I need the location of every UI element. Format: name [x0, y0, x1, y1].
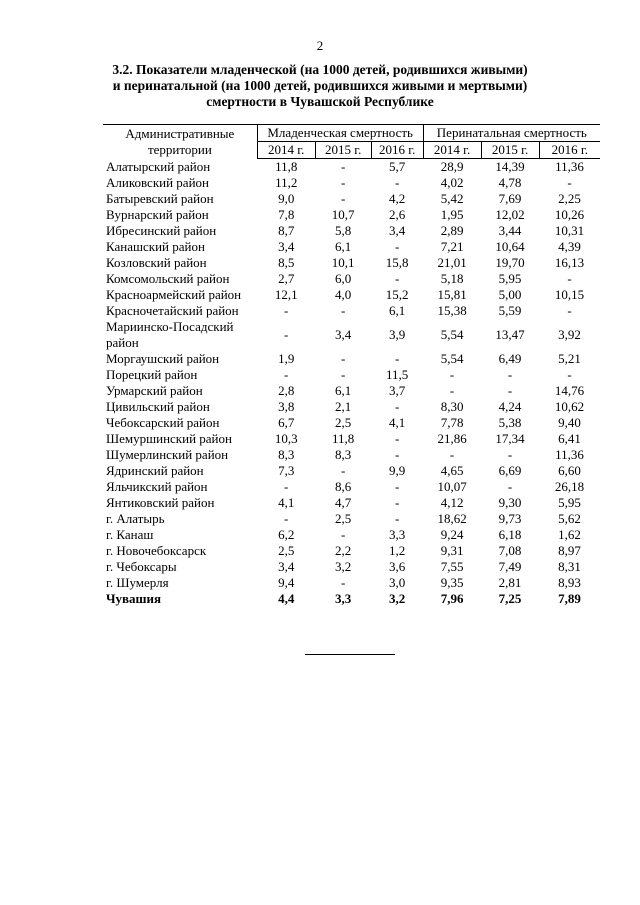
table-cell: 10,1 — [331, 255, 355, 270]
table-cell: - — [341, 575, 346, 590]
table-cell: 5,42 — [440, 191, 464, 206]
table-row — [103, 559, 600, 575]
table-cell: 8,3 — [278, 447, 295, 462]
table-row — [103, 239, 600, 255]
table-cell: 8,3 — [335, 447, 352, 462]
territory-name: Порецкий район — [106, 367, 198, 382]
table-cell: - — [567, 175, 572, 190]
table-cell: 6,18 — [498, 527, 522, 542]
territory-name: Моргаушский район — [106, 351, 220, 366]
table-cell: - — [394, 431, 400, 446]
table-cell: 3,8 — [278, 399, 295, 414]
table-cell: 5,59 — [498, 303, 522, 318]
table-row — [103, 527, 600, 543]
table-cell: 5,7 — [389, 159, 406, 174]
table-cell: 5,95 — [558, 495, 581, 510]
territory-name: Канашский район — [106, 239, 205, 254]
territory-name: Ибресинский район — [106, 223, 217, 238]
table-cell: - — [449, 383, 455, 398]
territory-name: Аликовский район — [106, 175, 209, 190]
territory-name: г. Канаш — [106, 527, 154, 542]
table-cell: - — [341, 527, 346, 542]
table-row — [103, 447, 600, 463]
footer-rule — [305, 654, 395, 655]
table-cell: 9,40 — [558, 415, 581, 430]
mortality-table — [103, 124, 600, 607]
table-cell: - — [341, 191, 346, 206]
table-cell: 2,8 — [278, 383, 295, 398]
table-cell: 7,96 — [440, 591, 464, 606]
table-cell: 9,35 — [440, 575, 464, 590]
table-cell: 3,92 — [558, 327, 581, 342]
table-row — [103, 543, 600, 559]
table-cell: 9,0 — [278, 191, 295, 206]
table-cell: - — [284, 511, 289, 526]
table-cell: - — [341, 463, 346, 478]
table-cell: - — [284, 367, 289, 382]
table-cell: - — [507, 383, 513, 398]
page-number: 2 — [316, 38, 324, 53]
table-cell: 7,69 — [498, 191, 522, 206]
table-cell: 7,3 — [278, 463, 295, 478]
territory-name: Янтиковский район — [106, 495, 215, 510]
territory-name: Шумерлинский район — [106, 447, 229, 462]
table-cell: 2,5 — [278, 543, 295, 558]
table-cell: 8,97 — [558, 543, 581, 558]
table-row — [103, 431, 600, 447]
title-line-2: и перинатальной (на 1000 детей, родившихся живыми и мертвыми) — [112, 78, 528, 93]
table-cell: 5,38 — [498, 415, 522, 430]
table-cell: 8,93 — [558, 575, 581, 590]
table-row — [103, 367, 600, 383]
table-row — [103, 463, 600, 479]
table-cell: 4,24 — [498, 399, 522, 414]
table-cell: 2,89 — [440, 223, 464, 238]
table-cell: 3,0 — [389, 575, 406, 590]
table-row — [103, 319, 600, 351]
table-cell: 7,55 — [440, 559, 464, 574]
territory-name: Чебоксарский район — [106, 415, 220, 430]
table-row — [103, 351, 600, 367]
table-cell: 4,12 — [440, 495, 464, 510]
table-row — [103, 495, 600, 511]
table-cell: 10,07 — [437, 479, 467, 494]
table-cell: 12,1 — [274, 287, 298, 302]
table-cell: 7,49 — [498, 559, 522, 574]
table-cell: 5,8 — [335, 223, 352, 238]
table-cell: - — [284, 327, 289, 342]
table-cell: - — [394, 447, 400, 462]
header-year: 2016 г. — [371, 142, 423, 159]
table-cell: 10,62 — [554, 399, 585, 414]
table-cell: 11,2 — [275, 175, 298, 190]
table-cell: - — [394, 511, 400, 526]
table-cell: 9,31 — [440, 543, 464, 558]
table-cell: 3,6 — [389, 559, 406, 574]
table-body — [103, 159, 600, 608]
table-cell: - — [341, 367, 346, 382]
table-cell: 2,5 — [335, 511, 352, 526]
table-cell: 2,5 — [335, 415, 352, 430]
table-cell: 9,4 — [278, 575, 295, 590]
table-cell: 3,4 — [389, 223, 406, 238]
table-row — [103, 255, 600, 271]
table-cell: 19,70 — [495, 255, 525, 270]
territory-name: Козловский район — [106, 255, 207, 270]
table-cell: 6,0 — [335, 271, 352, 286]
table-cell: 7,25 — [498, 591, 522, 606]
territory-name: Красноармейский район — [106, 287, 242, 302]
table-row — [103, 271, 600, 287]
table-cell: - — [394, 239, 400, 254]
territory-name: Чувашия — [106, 591, 162, 606]
table-cell: 21,01 — [437, 255, 467, 270]
table-cell: - — [284, 479, 289, 494]
table-cell: 5,62 — [558, 511, 581, 526]
table-cell: 6,60 — [558, 463, 581, 478]
table-cell: 11,36 — [555, 447, 584, 462]
territory-name: г. Новочебоксарск — [106, 543, 207, 558]
table-cell: 5,00 — [498, 287, 522, 302]
table-cell: 15,81 — [437, 287, 467, 302]
header-year: 2016 г. — [539, 142, 600, 159]
table-cell: 9,9 — [389, 463, 406, 478]
table-cell: 10,26 — [554, 207, 585, 222]
table-cell: - — [394, 271, 400, 286]
table-cell: 10,3 — [274, 431, 298, 446]
table-title — [100, 62, 540, 110]
table-cell: 6,1 — [335, 383, 352, 398]
table-cell: 26,18 — [554, 479, 585, 494]
table-cell: 14,39 — [495, 159, 525, 174]
table-cell: 4,0 — [335, 287, 352, 302]
table-cell: 3,3 — [335, 591, 352, 606]
territory-name: Урмарский район — [106, 383, 203, 398]
table-row — [103, 415, 600, 431]
table-row — [103, 575, 600, 591]
table-cell: 6,7 — [278, 415, 295, 430]
table-cell: - — [567, 271, 572, 286]
title-line-3: смертности в Чувашской Республике — [206, 94, 434, 109]
table-cell: - — [341, 303, 346, 318]
table-cell: - — [394, 351, 400, 366]
header-year: 2015 г. — [481, 142, 539, 159]
table-cell: 2,6 — [389, 207, 406, 222]
territory-name: Комсомольский район — [106, 271, 230, 286]
table-cell: 6,2 — [278, 527, 295, 542]
table-cell: 8,5 — [278, 255, 295, 270]
territory-name: Шемуршинский район — [106, 431, 232, 446]
table-cell: - — [394, 399, 400, 414]
table-cell: - — [394, 495, 400, 510]
table-cell: 7,08 — [498, 543, 522, 558]
table-cell: 4,02 — [440, 175, 464, 190]
table-cell: - — [449, 447, 455, 462]
table-cell: - — [567, 303, 572, 318]
table-cell: 11,36 — [555, 159, 584, 174]
table-cell: 3,4 — [278, 239, 295, 254]
table-cell: 4,1 — [389, 415, 406, 430]
header-territories: Административные территории — [103, 125, 257, 159]
table-cell: 2,25 — [558, 191, 581, 206]
table-cell: 1,9 — [278, 351, 295, 366]
table-cell: 1,2 — [389, 543, 406, 558]
table-cell: 8,30 — [440, 399, 464, 414]
territory-name: Алатырский район — [106, 158, 211, 174]
table-cell: 10,31 — [554, 223, 585, 238]
table-cell: 4,2 — [389, 191, 406, 206]
table-cell: 15,2 — [385, 287, 409, 302]
table-cell: 15,38 — [437, 303, 467, 318]
table-row — [103, 479, 600, 495]
table-cell: 3,44 — [498, 223, 522, 238]
territory-name: Вурнарский район — [106, 207, 209, 222]
table-row — [103, 383, 600, 399]
table-cell: 5,18 — [440, 271, 464, 286]
table-cell: 10,15 — [554, 287, 585, 302]
table-cell: 8,6 — [335, 479, 352, 494]
table-cell: 1,62 — [558, 527, 581, 542]
table-cell: 21,86 — [437, 431, 467, 446]
table-cell: 13,47 — [495, 327, 525, 342]
table-cell: - — [507, 367, 513, 382]
table-cell: 14,76 — [554, 383, 585, 398]
table-cell: 11,8 — [275, 159, 298, 174]
table-row — [103, 399, 600, 415]
table-cell: 7,78 — [440, 415, 464, 430]
header-year: 2014 г. — [257, 142, 315, 159]
table-cell: - — [567, 367, 572, 382]
table-row — [103, 175, 600, 191]
table-cell: - — [341, 159, 346, 174]
table-cell: - — [507, 447, 513, 462]
table-cell: 4,4 — [278, 591, 295, 606]
table-cell: 12,02 — [495, 207, 525, 222]
table-cell: 18,62 — [437, 511, 467, 526]
table-row — [103, 207, 600, 223]
territory-name: Красночетайский район — [106, 303, 239, 318]
territory-name: г. Алатырь — [106, 511, 165, 526]
table-cell: 7,21 — [440, 239, 464, 254]
table-cell: 6,69 — [498, 463, 522, 478]
table-cell: 5,54 — [440, 351, 464, 366]
header-perinatal-mortality: Перинатальная смертность — [423, 125, 600, 142]
table-cell: 3,9 — [389, 327, 406, 342]
table-row — [103, 287, 600, 303]
header-year: 2015 г. — [315, 142, 371, 159]
header-year: 2014 г. — [423, 142, 481, 159]
table-cell: 11,5 — [386, 367, 409, 382]
table-cell: 3,3 — [389, 527, 406, 542]
table-cell: - — [341, 175, 346, 190]
table-cell: 4,65 — [440, 463, 464, 478]
table-cell: 5,54 — [440, 327, 464, 342]
territory-name: г. Чебоксары — [106, 559, 177, 574]
table-cell: - — [284, 303, 289, 318]
table-cell: 2,1 — [335, 399, 352, 414]
table-cell: 2,7 — [278, 271, 295, 286]
table-cell: 3,4 — [335, 327, 352, 342]
table-cell: - — [449, 367, 455, 382]
table-cell: 6,1 — [389, 303, 406, 318]
table-cell: 7,89 — [558, 591, 581, 606]
table-cell: 11,8 — [332, 431, 355, 446]
table-row — [103, 191, 600, 207]
table-cell: - — [394, 479, 400, 494]
table-cell: 6,1 — [335, 239, 352, 254]
table-cell: 9,24 — [440, 527, 464, 542]
table-row — [103, 303, 600, 319]
table-cell: 9,73 — [498, 511, 522, 526]
territory-name: Яльчикский район — [106, 479, 208, 494]
table-cell: - — [394, 175, 400, 190]
table-cell: 5,21 — [558, 351, 581, 366]
table-cell: 8,31 — [558, 559, 581, 574]
table-cell: 4,1 — [278, 495, 295, 510]
table-cell: 10,7 — [331, 207, 355, 222]
table-row-total — [103, 591, 600, 607]
table-cell: 16,13 — [554, 255, 585, 270]
table-cell: 7,8 — [278, 207, 295, 222]
table-cell: 4,7 — [335, 495, 352, 510]
territory-name: Мариинско-Посадский район — [106, 319, 234, 350]
table-row — [103, 159, 600, 176]
table-cell: 5,95 — [498, 271, 522, 286]
table-cell: 6,49 — [498, 351, 522, 366]
table-cell: 8,7 — [278, 223, 295, 238]
table-cell: - — [341, 351, 346, 366]
table-cell: 1,95 — [440, 207, 464, 222]
table-cell: - — [507, 479, 513, 494]
table-row — [103, 511, 600, 527]
table-cell: 3,7 — [389, 383, 406, 398]
table-cell: 3,2 — [389, 591, 406, 606]
table-cell: 3,4 — [278, 559, 295, 574]
table-cell: 15,8 — [385, 255, 409, 270]
title-line-1: 3.2. Показатели младенческой (на 1000 детей, родившихся живыми) — [112, 62, 528, 77]
table-cell: 10,64 — [495, 239, 525, 254]
territory-name: Батыревский район — [106, 191, 214, 206]
table-cell: 4,39 — [558, 239, 581, 254]
table-cell: 2,2 — [335, 543, 352, 558]
table-cell: 17,34 — [495, 431, 525, 446]
table-cell: 28,9 — [440, 159, 464, 174]
territory-name: г. Шумерля — [106, 575, 169, 590]
table-cell: 9,30 — [498, 495, 522, 510]
header-infant-mortality: Младенческая смертность — [257, 125, 423, 142]
territory-name: Ядринский район — [106, 463, 204, 478]
table-cell: 6,41 — [558, 431, 581, 446]
territory-name: Цивильский район — [106, 399, 210, 414]
table-cell: 3,2 — [335, 559, 352, 574]
table-cell: 4,78 — [498, 175, 522, 190]
table-row — [103, 223, 600, 239]
table-cell: 2,81 — [498, 575, 522, 590]
